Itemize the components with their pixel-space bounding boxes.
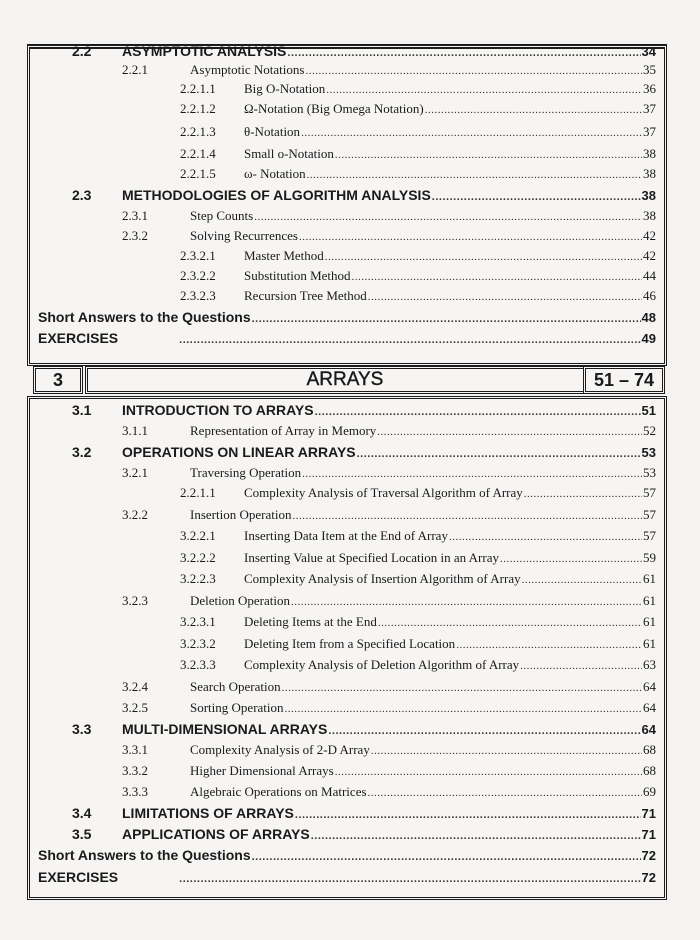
toc-entry-label: Asymptotic Notations bbox=[190, 62, 305, 77]
dot-leader bbox=[520, 660, 642, 672]
toc-entry-label: ω- Notation bbox=[244, 166, 306, 181]
toc-entry-page: 49 bbox=[641, 331, 656, 346]
dot-leader bbox=[295, 809, 641, 821]
dot-leader bbox=[377, 426, 642, 438]
toc-entry-label: Deletion Operation bbox=[190, 593, 290, 608]
toc-entry-label: Ω-Notation (Big Omega Notation) bbox=[244, 101, 424, 116]
toc-entry-number: 3.2.3.1 bbox=[180, 614, 216, 629]
toc-entry-page: 34 bbox=[641, 44, 656, 59]
toc-entry[interactable] bbox=[30, 742, 656, 762]
toc-entry-number: 3.3.2 bbox=[122, 763, 148, 778]
toc-entry-number: 3.3.1 bbox=[122, 742, 148, 757]
toc-entry-label: OPERATIONS ON LINEAR ARRAYS bbox=[122, 444, 356, 460]
toc-entry[interactable] bbox=[30, 208, 656, 228]
toc-entry-page: 38 bbox=[643, 166, 656, 181]
toc-entry-page: 44 bbox=[643, 268, 656, 283]
toc-entry-number: 3.3 bbox=[72, 721, 92, 737]
dot-leader bbox=[179, 873, 640, 885]
toc-entry-page: 38 bbox=[643, 208, 656, 223]
dot-leader bbox=[325, 251, 642, 263]
toc-entry-page: 53 bbox=[641, 445, 656, 460]
toc-entry-label: Higher Dimensional Arrays bbox=[190, 763, 334, 778]
toc-entry-label: Sorting Operation bbox=[190, 700, 284, 715]
dot-leader bbox=[307, 169, 642, 181]
dot-leader bbox=[524, 488, 642, 500]
toc-entry-label: APPLICATIONS OF ARRAYS bbox=[122, 826, 310, 842]
dot-leader bbox=[291, 596, 642, 608]
toc-entry-page: 35 bbox=[643, 62, 656, 77]
toc-entry[interactable] bbox=[30, 485, 656, 505]
toc-entry[interactable] bbox=[30, 423, 656, 443]
dot-leader bbox=[311, 830, 641, 842]
toc-entry-number: 3.2.4 bbox=[122, 679, 148, 694]
dot-leader bbox=[352, 271, 642, 283]
toc-entry-number: 3.1 bbox=[72, 402, 92, 418]
toc-entry[interactable] bbox=[30, 248, 656, 268]
toc-entry[interactable] bbox=[30, 43, 656, 63]
toc-entry-page: 69 bbox=[643, 784, 656, 799]
toc-entry-number: 3.3.3 bbox=[122, 784, 148, 799]
toc-entry-label: Recursion Tree Method bbox=[244, 288, 367, 303]
toc-entry-label: Deleting Item from a Specified Location bbox=[244, 636, 456, 651]
toc-entry-page: 71 bbox=[641, 806, 656, 821]
toc-entry-number: 3.2.1 bbox=[122, 465, 148, 480]
toc-entry[interactable] bbox=[30, 81, 656, 101]
toc-entry[interactable] bbox=[30, 571, 656, 591]
toc-entry[interactable] bbox=[30, 528, 656, 548]
dot-leader bbox=[301, 127, 642, 139]
toc-entry[interactable] bbox=[30, 101, 656, 121]
toc-entry-label: Step Counts bbox=[190, 208, 254, 223]
dot-leader bbox=[252, 313, 641, 325]
toc-entry-label: Insertion Operation bbox=[190, 507, 292, 522]
toc-entry-number: 2.2.1.4 bbox=[180, 146, 216, 161]
dot-leader bbox=[305, 65, 642, 77]
toc-entry-label: Complexity Analysis of Deletion Algorithm of Array bbox=[244, 657, 520, 672]
toc-entry[interactable] bbox=[30, 805, 656, 825]
toc-section-link[interactable] bbox=[30, 847, 656, 867]
toc-entry-label: Deleting Items at the End bbox=[244, 614, 377, 629]
chapter3-header bbox=[27, 364, 667, 398]
toc-entry-number: 3.2 bbox=[72, 444, 92, 460]
toc-entry-page: 38 bbox=[641, 188, 656, 203]
toc-entry[interactable] bbox=[30, 593, 656, 613]
dot-leader bbox=[254, 211, 642, 223]
toc-entry[interactable] bbox=[30, 187, 656, 207]
toc-entry-label: EXERCISES bbox=[38, 330, 119, 346]
toc-entry-number: 3.2.2.2 bbox=[180, 550, 216, 565]
toc-entry[interactable] bbox=[30, 166, 656, 186]
toc-entry-page: 46 bbox=[643, 288, 656, 303]
toc-entry-number: 3.5 bbox=[72, 826, 92, 842]
dot-leader bbox=[425, 104, 642, 116]
toc-entry-page: 52 bbox=[643, 423, 656, 438]
toc-entry[interactable] bbox=[30, 507, 656, 527]
toc-entry-label: Traversing Operation bbox=[190, 465, 302, 480]
toc-entry-page: 57 bbox=[643, 528, 656, 543]
chapter-title[interactable]: ARRAYS bbox=[85, 366, 605, 394]
dot-leader bbox=[287, 47, 640, 59]
toc-entry-label: Inserting Data Item at the End of Array bbox=[244, 528, 448, 543]
toc-entry[interactable] bbox=[30, 636, 656, 656]
dot-leader bbox=[500, 553, 642, 565]
toc-entry[interactable] bbox=[30, 124, 656, 144]
toc-entry-label: MULTI-DIMENSIONAL ARRAYS bbox=[122, 721, 328, 737]
toc-entry[interactable] bbox=[30, 288, 656, 308]
dot-leader bbox=[432, 191, 641, 203]
toc-entry-label: INTRODUCTION TO ARRAYS bbox=[122, 402, 314, 418]
chapter-number: 3 bbox=[33, 366, 83, 394]
toc-entry-number: 2.3.2.1 bbox=[180, 248, 216, 263]
dot-leader bbox=[299, 231, 642, 243]
toc-entry-number: 3.2.2 bbox=[122, 507, 148, 522]
toc-entry-number: 2.3.2 bbox=[122, 228, 148, 243]
toc-entry-label: Substitution Method bbox=[244, 268, 351, 283]
toc-entry-number: 3.2.3.2 bbox=[180, 636, 216, 651]
dot-leader bbox=[456, 639, 642, 651]
toc-entry-label: LIMITATIONS OF ARRAYS bbox=[122, 805, 294, 821]
toc-entry-label: EXERCISES bbox=[38, 869, 119, 885]
toc-entry-label: Big O-Notation bbox=[244, 81, 326, 96]
toc-entry-number: 2.2.1.1 bbox=[180, 485, 216, 500]
toc-entry[interactable] bbox=[30, 679, 656, 699]
toc-entry[interactable] bbox=[30, 784, 656, 804]
toc-entry-page: 57 bbox=[643, 507, 656, 522]
dot-leader bbox=[357, 448, 641, 460]
toc-entry-page: 53 bbox=[643, 465, 656, 480]
toc-entry-page: 64 bbox=[643, 679, 656, 694]
dot-leader bbox=[179, 334, 640, 346]
toc-section-link[interactable] bbox=[30, 869, 656, 889]
toc-section-link[interactable] bbox=[30, 330, 656, 350]
toc-entry-page: 37 bbox=[643, 124, 656, 139]
chapter-page-range: 51 – 74 bbox=[583, 366, 665, 394]
toc-entry-page: 64 bbox=[641, 722, 656, 737]
toc-entry-page: 68 bbox=[643, 742, 656, 757]
toc-entry[interactable] bbox=[30, 444, 656, 464]
toc-entry-number: 2.2.1.5 bbox=[180, 166, 216, 181]
toc-entry[interactable] bbox=[30, 550, 656, 570]
toc-entry-page: 36 bbox=[643, 81, 656, 96]
toc-entry-page: 72 bbox=[641, 870, 656, 885]
toc-entry-page: 57 bbox=[643, 485, 656, 500]
dot-leader bbox=[368, 787, 642, 799]
toc-entry-page: 51 bbox=[641, 403, 656, 418]
dot-leader bbox=[335, 149, 642, 161]
dot-leader bbox=[368, 291, 642, 303]
toc-entry-number: 2.2.1.2 bbox=[180, 101, 216, 116]
toc-entry-number: 3.2.2.1 bbox=[180, 528, 216, 543]
toc-entry-label: METHODOLOGIES OF ALGORITHM ANALYSIS bbox=[122, 187, 431, 203]
dot-leader bbox=[449, 531, 642, 543]
toc-entry-number: 2.3.2.2 bbox=[180, 268, 216, 283]
toc-entry-label: Solving Recurrences bbox=[190, 228, 298, 243]
toc-entry-label: Complexity Analysis of Traversal Algorithm of Array bbox=[244, 485, 523, 500]
toc-entry[interactable] bbox=[30, 721, 656, 741]
dot-leader bbox=[315, 406, 641, 418]
toc-entry-page: 59 bbox=[643, 550, 656, 565]
toc-entry[interactable] bbox=[30, 614, 656, 634]
toc-entry-number: 3.1.1 bbox=[122, 423, 148, 438]
toc-entry-label: Inserting Value at Specified Location in an Array bbox=[244, 550, 499, 565]
dot-leader bbox=[282, 682, 642, 694]
toc-entry-label: Complexity Analysis of Insertion Algorithm of Array bbox=[244, 571, 521, 586]
dot-leader bbox=[522, 574, 642, 586]
toc-entry-page: 63 bbox=[643, 657, 656, 672]
dot-leader bbox=[326, 84, 642, 96]
toc-entry-label: Short Answers to the Questions bbox=[38, 309, 251, 325]
toc-entry-label: Small o-Notation bbox=[244, 146, 334, 161]
toc-entry-page: 61 bbox=[643, 614, 656, 629]
toc-entry[interactable] bbox=[30, 146, 656, 166]
toc-entry-page: 71 bbox=[641, 827, 656, 842]
toc-entry-page: 61 bbox=[643, 593, 656, 608]
toc-section-link[interactable] bbox=[30, 309, 656, 329]
toc-entry-number: 3.2.2.3 bbox=[180, 571, 216, 586]
toc-entry[interactable] bbox=[30, 657, 656, 677]
chapter3-toc-frame bbox=[27, 396, 667, 900]
toc-entry-number: 2.2.1.1 bbox=[180, 81, 216, 96]
toc-entry-number: 2.2 bbox=[72, 43, 92, 59]
toc-entry[interactable] bbox=[30, 465, 656, 485]
toc-entry-label: Algebraic Operations on Matrices bbox=[190, 784, 367, 799]
toc-entry-number: 2.3.1 bbox=[122, 208, 148, 223]
dot-leader bbox=[302, 468, 642, 480]
toc-entry[interactable] bbox=[30, 402, 656, 422]
dot-leader bbox=[252, 851, 641, 863]
toc-entry-page: 61 bbox=[643, 636, 656, 651]
dot-leader bbox=[378, 617, 642, 629]
dot-leader bbox=[335, 766, 642, 778]
toc-entry[interactable] bbox=[30, 826, 656, 846]
toc-entry-number: 3.4 bbox=[72, 805, 92, 821]
toc-entry-number: 2.3.2.3 bbox=[180, 288, 216, 303]
toc-entry-number: 3.2.3.3 bbox=[180, 657, 216, 672]
toc-entry-label: Short Answers to the Questions bbox=[38, 847, 251, 863]
dot-leader bbox=[285, 703, 642, 715]
toc-entry[interactable] bbox=[30, 268, 656, 288]
chapter2-toc-frame bbox=[27, 44, 667, 366]
toc-entry-number: 3.2.5 bbox=[122, 700, 148, 715]
toc-entry-page: 48 bbox=[641, 310, 656, 325]
dot-leader bbox=[328, 725, 640, 737]
toc-entry[interactable] bbox=[30, 763, 656, 783]
toc-entry-label: ASYMPTOTIC ANALYSIS bbox=[122, 43, 287, 59]
toc-entry[interactable] bbox=[30, 700, 656, 720]
toc-entry[interactable] bbox=[30, 228, 656, 248]
toc-entry-page: 68 bbox=[643, 763, 656, 778]
toc-entry-page: 61 bbox=[643, 571, 656, 586]
toc-entry-page: 42 bbox=[643, 228, 656, 243]
toc-entry-number: 3.2.3 bbox=[122, 593, 148, 608]
toc-entry-label: θ-Notation bbox=[244, 124, 301, 139]
toc-entry-number: 2.2.1.3 bbox=[180, 124, 216, 139]
toc-entry-page: 72 bbox=[641, 848, 656, 863]
toc-entry-page: 64 bbox=[643, 700, 656, 715]
dot-leader bbox=[371, 745, 642, 757]
toc-entry-label: Master Method bbox=[244, 248, 324, 263]
toc-entry[interactable] bbox=[30, 62, 656, 82]
toc-entry-number: 2.2.1 bbox=[122, 62, 148, 77]
dot-leader bbox=[292, 510, 642, 522]
toc-entry-page: 38 bbox=[643, 146, 656, 161]
toc-entry-label: Representation of Array in Memory bbox=[190, 423, 377, 438]
toc-entry-label: Complexity Analysis of 2-D Array bbox=[190, 742, 370, 757]
toc-entry-number: 2.3 bbox=[72, 187, 92, 203]
toc-entry-page: 37 bbox=[643, 101, 656, 116]
toc-entry-label: Search Operation bbox=[190, 679, 281, 694]
toc-entry-page: 42 bbox=[643, 248, 656, 263]
